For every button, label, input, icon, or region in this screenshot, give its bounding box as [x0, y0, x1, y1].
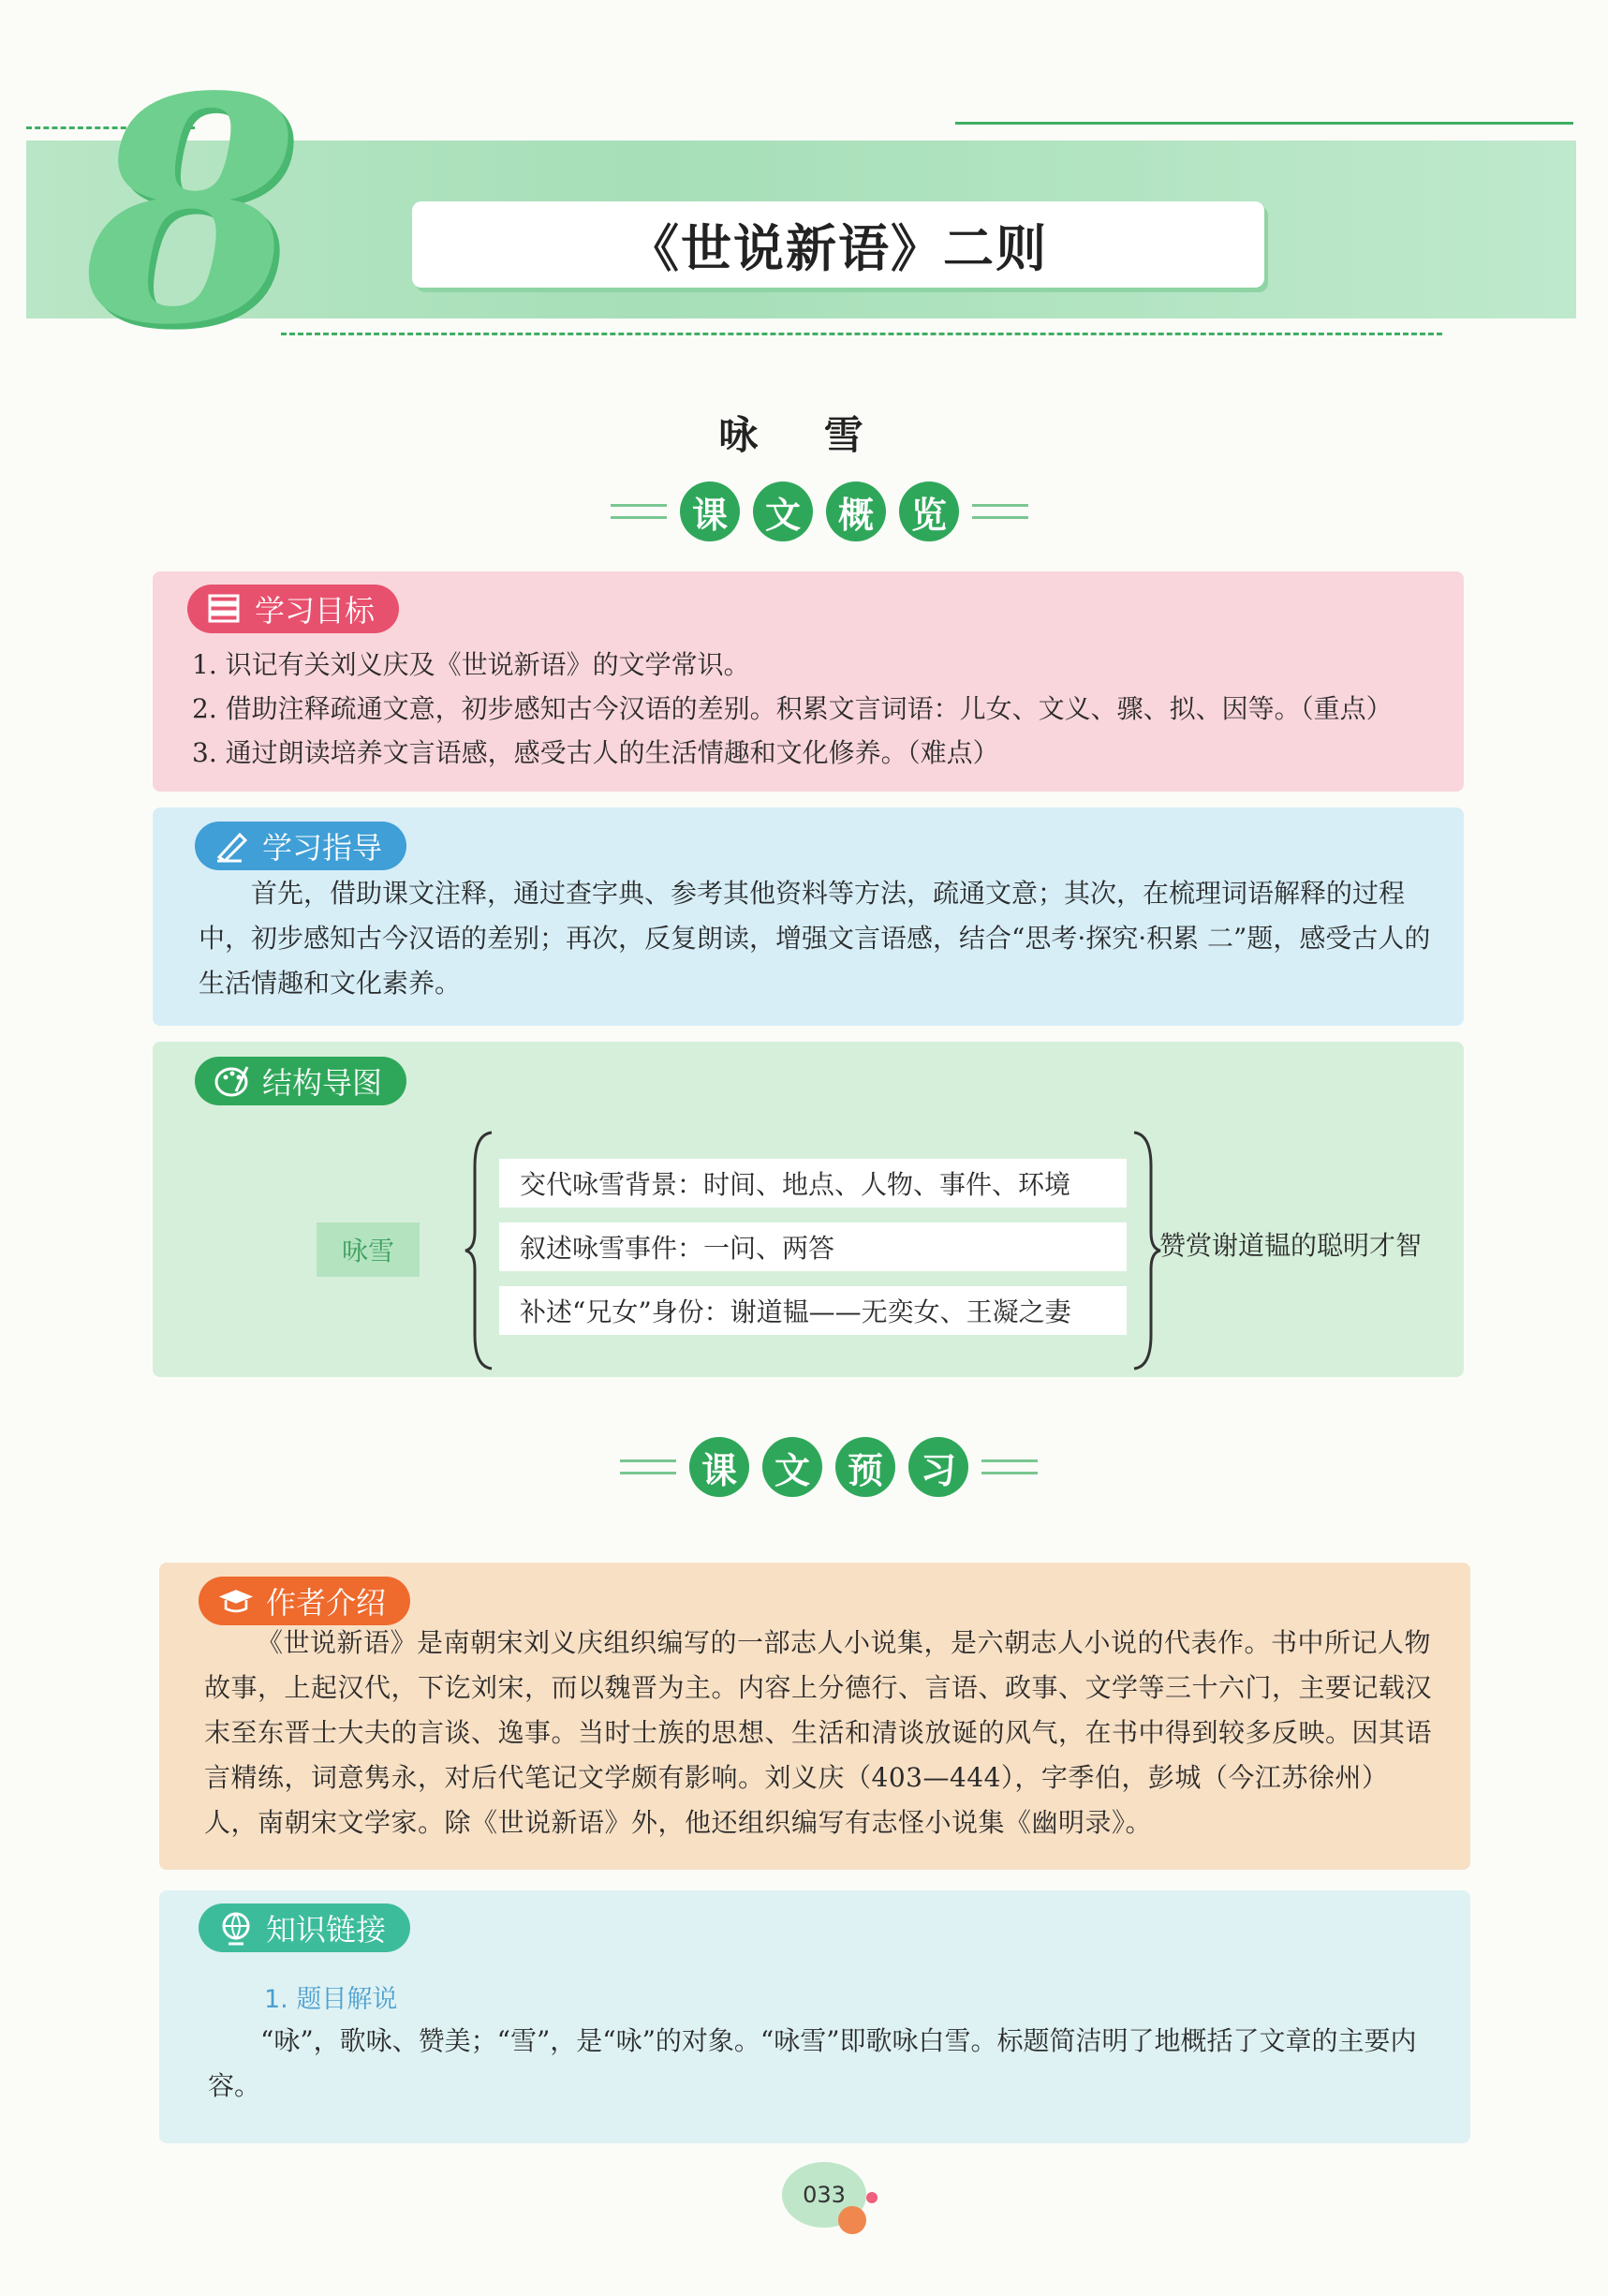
overview-heading — [611, 481, 1028, 541]
lesson-group-title: 《世说新语》二则 — [412, 201, 1264, 288]
graduation-cap-icon — [217, 1582, 255, 1620]
link-text: “咏”，歌咏、赞美；“雪”，是“咏”的对象。“咏雪”即歌咏白雪。标题简洁明了地概括了文章的主要内容。 — [208, 2025, 1417, 2101]
map-left-brace — [462, 1129, 499, 1372]
goal-item-3: 3. 通过朗读培养文言语感，感受古人的生活情趣和文化修养。（难点） — [192, 737, 999, 768]
header-dash-bottom — [281, 333, 1442, 335]
overview-char-2: 文 — [753, 481, 813, 541]
map-branch-1: 交代咏雪背景：时间、地点、人物、事件、环境 — [499, 1159, 1127, 1207]
heading-deco-left — [611, 504, 667, 519]
author-tag — [199, 1577, 410, 1625]
lesson-title: 咏 雪 — [718, 412, 890, 458]
goal-item-1: 1. 识记有关刘义庆及《世说新语》的文学常识。 — [192, 649, 750, 680]
map-right-brace — [1127, 1129, 1164, 1372]
preview-char-2: 文 — [762, 1437, 822, 1497]
goal-item-2: 2. 借助注释疏通文意，初步感知古今汉语的差别。积累文言词语：儿女、文义、骤、拟、因等。（重点） — [192, 693, 1393, 724]
goals-tag — [187, 585, 399, 633]
author-tag-label: 作者介绍 — [266, 1585, 387, 1621]
link-tag-label: 知识链接 — [266, 1912, 387, 1948]
heading-deco-left — [620, 1459, 676, 1474]
page-dot-orange — [838, 2206, 866, 2234]
overview-char-3: 概 — [826, 481, 886, 541]
overview-char-4: 览 — [899, 481, 959, 541]
guide-tag-label: 学习指导 — [262, 830, 383, 866]
preview-char-1: 课 — [689, 1437, 749, 1497]
heading-deco-right — [981, 1459, 1038, 1474]
books-icon — [206, 590, 243, 628]
preview-heading — [620, 1437, 1038, 1497]
palette-icon — [214, 1062, 251, 1100]
pencil-icon — [214, 827, 251, 865]
page-dot-pink — [866, 2192, 878, 2203]
map-tag — [195, 1057, 406, 1105]
map-branch-2: 叙述咏雪事件：一问、两答 — [499, 1222, 1127, 1271]
page-number: 033 — [782, 2162, 866, 2228]
heading-deco-right — [972, 504, 1028, 519]
header-top-line — [955, 122, 1573, 125]
map-tag-label: 结构导图 — [262, 1065, 383, 1101]
preview-char-4: 习 — [908, 1437, 968, 1497]
guide-tag — [195, 822, 406, 870]
link-tag — [199, 1903, 410, 1952]
lesson-number: 8 — [84, 29, 300, 393]
author-text: 《世说新语》是南朝宋刘义庆组织编写的一部志人小说集，是六朝志人小说的代表作。书中所记人物故事，上起汉代，下讫刘宋，而以魏晋为主。内容上分德行、言语、政事、文学等三十六门，主要记载汉末至东晋士大夫的言谈、逸事。当时士族的思想、生活和清谈放诞的风气，在书中得到较多反映。因其语言精练，词意隽永，对后代笔记文学颇有影响。刘义庆（403—444），字季伯，彭城（今江苏徐州）人，南朝宋文学家。除《世说新语》外，他还组织编写有志怪小说集《幽明录》。 — [204, 1627, 1433, 1838]
globe-icon — [217, 1909, 255, 1947]
map-result-node: 赞赏谢道韫的聪明才智 — [1159, 1230, 1423, 1261]
guide-text: 首先，借助课文注释，通过查字典、参考其他资料等方法，疏通文意；其次，在梳理词语解释的过程中，初步感知古今汉语的差别；再次，反复朗读，增强文言语感，结合“思考·探究·积累 二”题，感受古人的生活情趣和文化素养。 — [199, 878, 1431, 999]
goals-tag-label: 学习目标 — [255, 593, 376, 629]
map-root-node: 咏雪 — [317, 1222, 420, 1277]
overview-char-1: 课 — [680, 481, 740, 541]
map-branch-3: 补述“兄女”身份：谢道韫——无奕女、王凝之妻 — [499, 1286, 1127, 1335]
link-subtitle: 1. 题目解说 — [264, 1985, 398, 2014]
preview-char-3: 预 — [835, 1437, 895, 1497]
